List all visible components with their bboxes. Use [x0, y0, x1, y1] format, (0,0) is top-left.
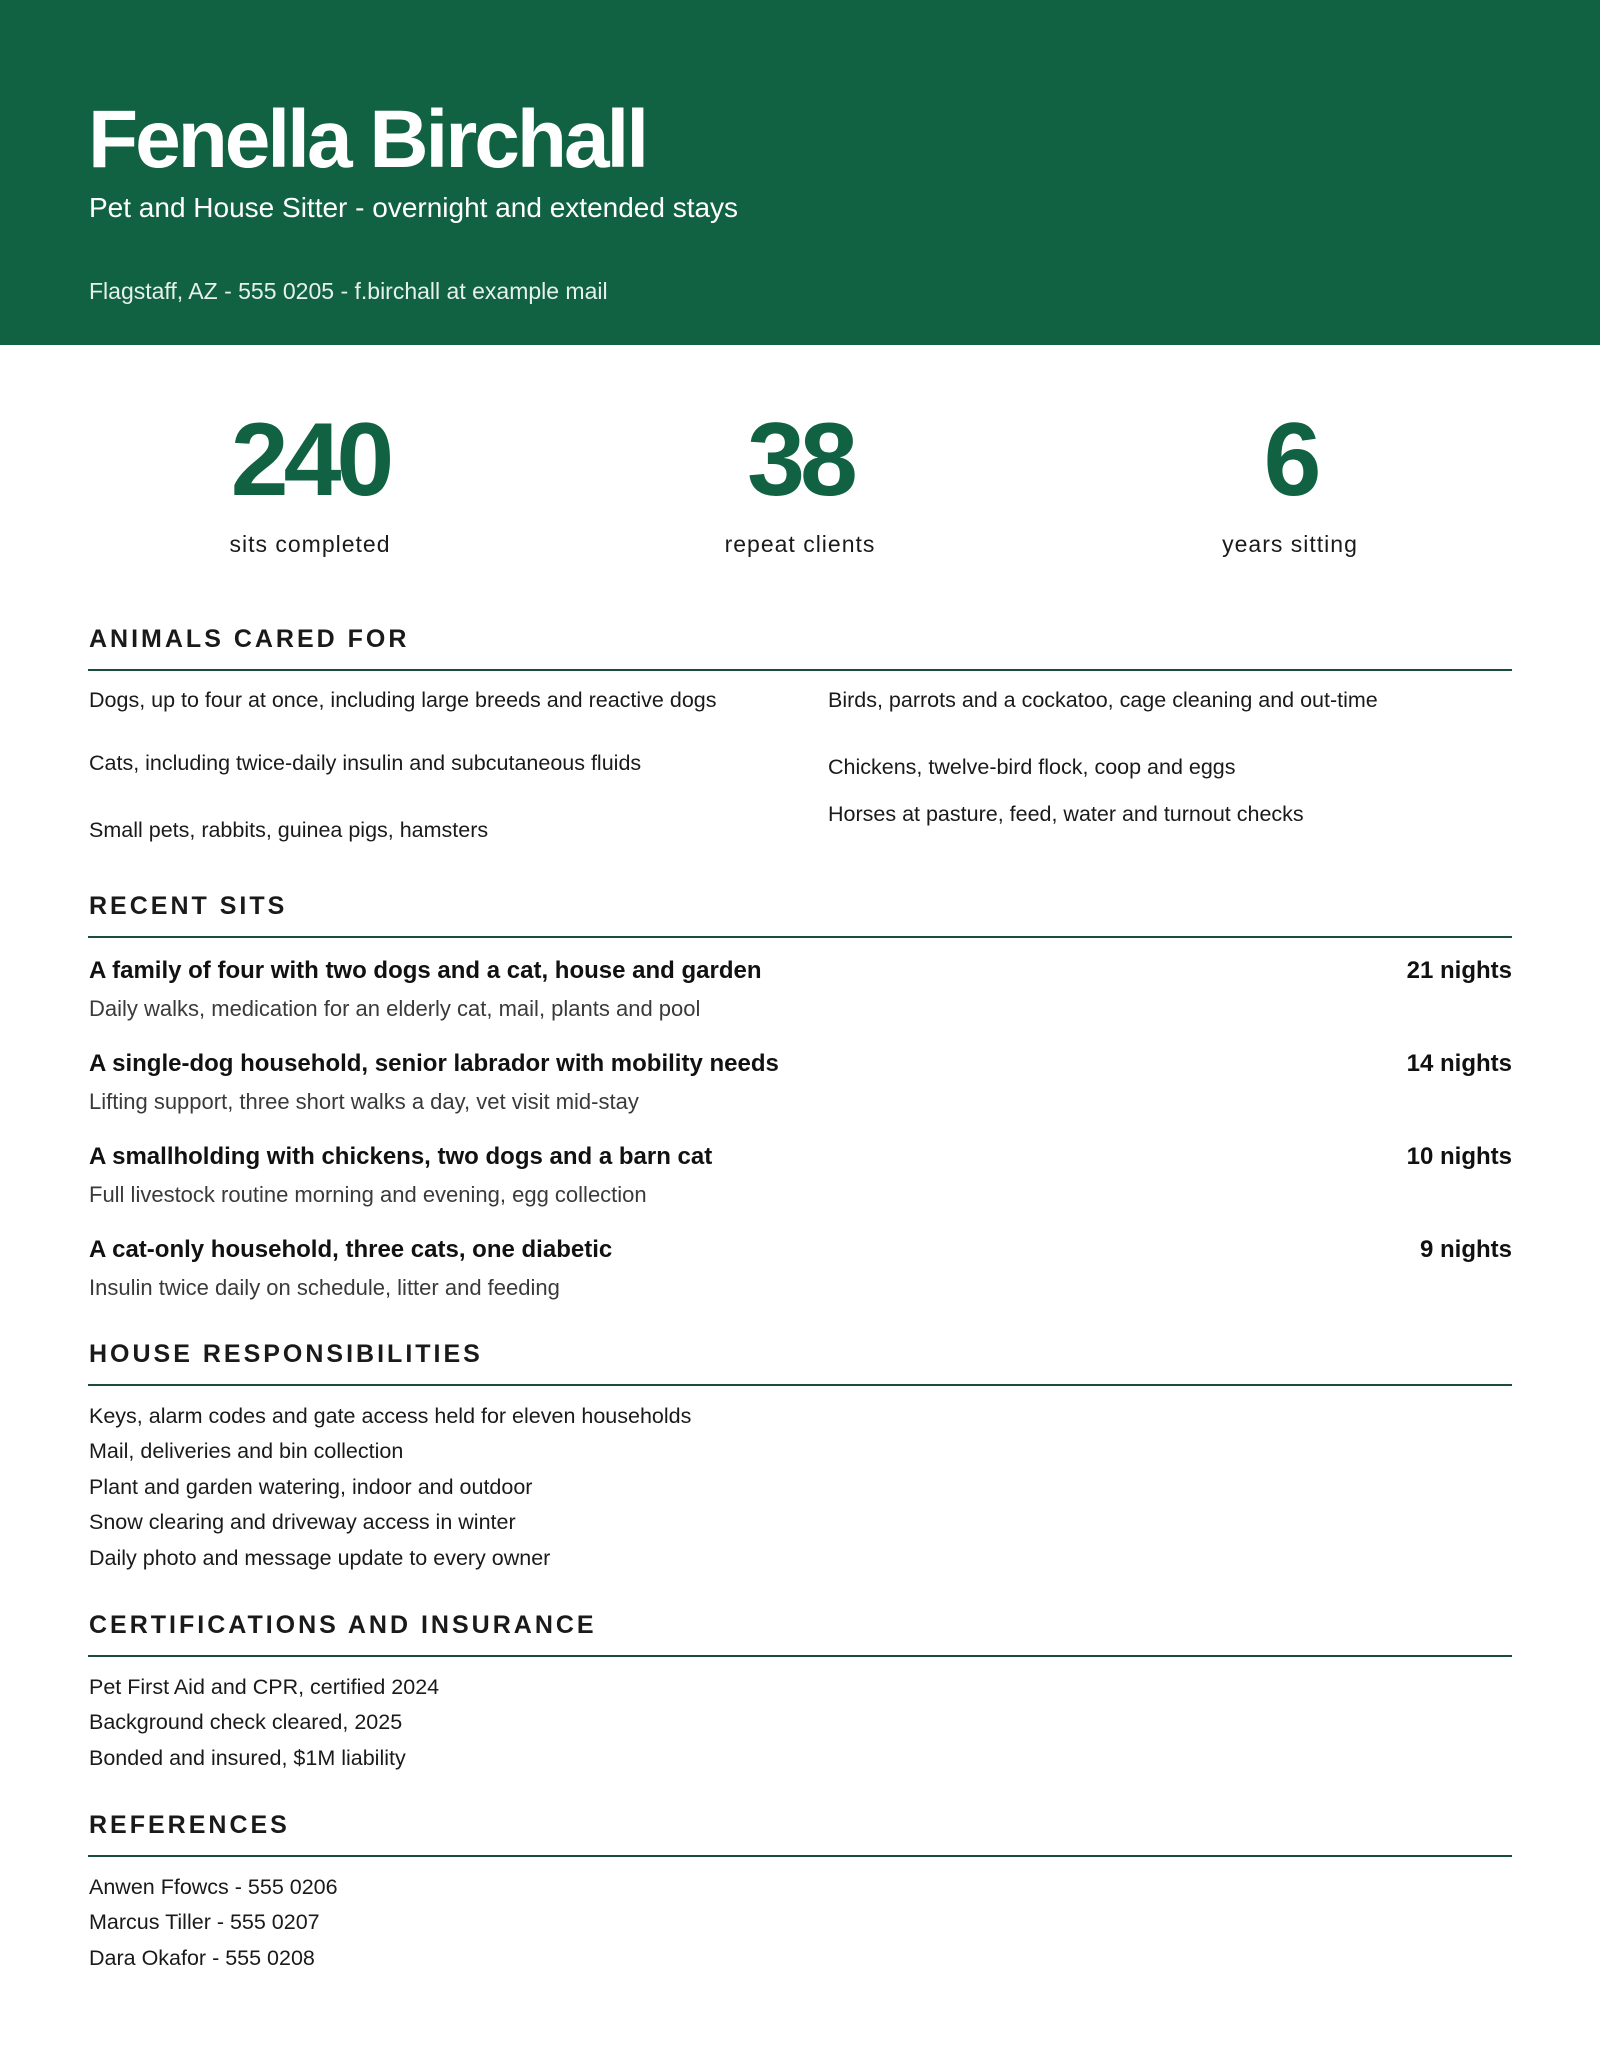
sit-nights: 10 nights: [1406, 1143, 1512, 1170]
section-title-animals: ANIMALS CARED FOR: [89, 625, 410, 653]
stat-label: sits completed: [229, 531, 391, 557]
animal-item: Cats, including twice-daily insulin and subcutaneous fluids: [89, 751, 642, 775]
sit-title: A family of four with two dogs and a cat, house and garden: [89, 957, 762, 984]
list-item: Background check cleared, 2025: [89, 1710, 403, 1735]
list-item: Keys, alarm codes and gate access held for eleven households: [89, 1404, 692, 1428]
person-name: Fenella Birchall: [88, 94, 647, 185]
section-divider: [88, 1855, 1512, 1857]
animal-item: Small pets, rabbits, guinea pigs, hamsters: [89, 818, 489, 842]
stat-value: 240: [230, 402, 390, 518]
section-title-references: REFERENCES: [89, 1811, 290, 1839]
list-item: Daily photo and message update to every owner: [89, 1545, 551, 1570]
stat-years-sitting: [1080, 395, 1500, 558]
list-item: Pet First Aid and CPR, certified 2024: [89, 1675, 440, 1699]
sit-nights: 21 nights: [1406, 957, 1512, 984]
sit-nights: 9 nights: [1419, 1236, 1512, 1263]
sit-title: A single-dog household, senior labrador with mobility needs: [89, 1050, 779, 1077]
stat-label: years sitting: [1222, 531, 1358, 557]
animal-item: Birds, parrots and a cockatoo, cage cleaning and out-time: [828, 688, 1378, 712]
list-item: Dara Okafor - 555 0208: [89, 1945, 315, 1970]
stat-label: repeat clients: [724, 531, 876, 557]
sit-description: Daily walks, medication for an elderly cat, mail, plants and pool: [89, 996, 701, 1021]
list-item: Bonded and insured, $1M liability: [89, 1745, 406, 1770]
list-item: Marcus Tiller - 555 0207: [89, 1910, 320, 1935]
section-title-house-responsibilities: HOUSE RESPONSIBILITIES: [89, 1340, 483, 1368]
contact-line: Flagstaff, AZ - 555 0205 - f.birchall at example mail: [89, 278, 608, 304]
sit-description: Insulin twice daily on schedule, litter and feeding: [89, 1275, 560, 1300]
list-item: Snow clearing and driveway access in winter: [89, 1510, 516, 1535]
stat-repeat-clients: [590, 395, 1010, 558]
section-divider: [88, 669, 1512, 671]
section-title-certifications: CERTIFICATIONS AND INSURANCE: [89, 1611, 597, 1639]
references-list: [89, 1870, 338, 1976]
certifications-list: [89, 1670, 439, 1776]
header-banner: [0, 0, 1600, 345]
sit-description: Lifting support, three short walks a day, vet visit mid-stay: [89, 1089, 639, 1114]
stat-sits-completed: [100, 395, 520, 558]
section-divider: [88, 1655, 1512, 1657]
animal-item: Dogs, up to four at once, including large breeds and reactive dogs: [89, 688, 717, 712]
stat-value: 6: [1263, 402, 1317, 518]
section-title-recent-sits: RECENT SITS: [89, 892, 288, 920]
house-responsibilities-list: [89, 1399, 691, 1576]
stat-value: 38: [747, 402, 853, 518]
animal-item: Chickens, twelve-bird flock, coop and eggs: [828, 755, 1236, 779]
sit-nights: 14 nights: [1406, 1050, 1512, 1077]
sit-title: A cat-only household, three cats, one diabetic: [89, 1236, 613, 1263]
job-tagline: Pet and House Sitter - overnight and extended stays: [89, 192, 739, 223]
list-item: Plant and garden watering, indoor and outdoor: [89, 1474, 533, 1499]
sit-description: Full livestock routine morning and evening, egg collection: [89, 1182, 647, 1207]
section-divider: [88, 1384, 1512, 1386]
list-item: Anwen Ffowcs - 555 0206: [89, 1875, 338, 1899]
animal-item: Horses at pasture, feed, water and turnout checks: [828, 802, 1304, 826]
list-item: Mail, deliveries and bin collection: [89, 1439, 404, 1464]
section-divider: [88, 936, 1512, 938]
sit-title: A smallholding with chickens, two dogs and a barn cat: [89, 1143, 713, 1170]
